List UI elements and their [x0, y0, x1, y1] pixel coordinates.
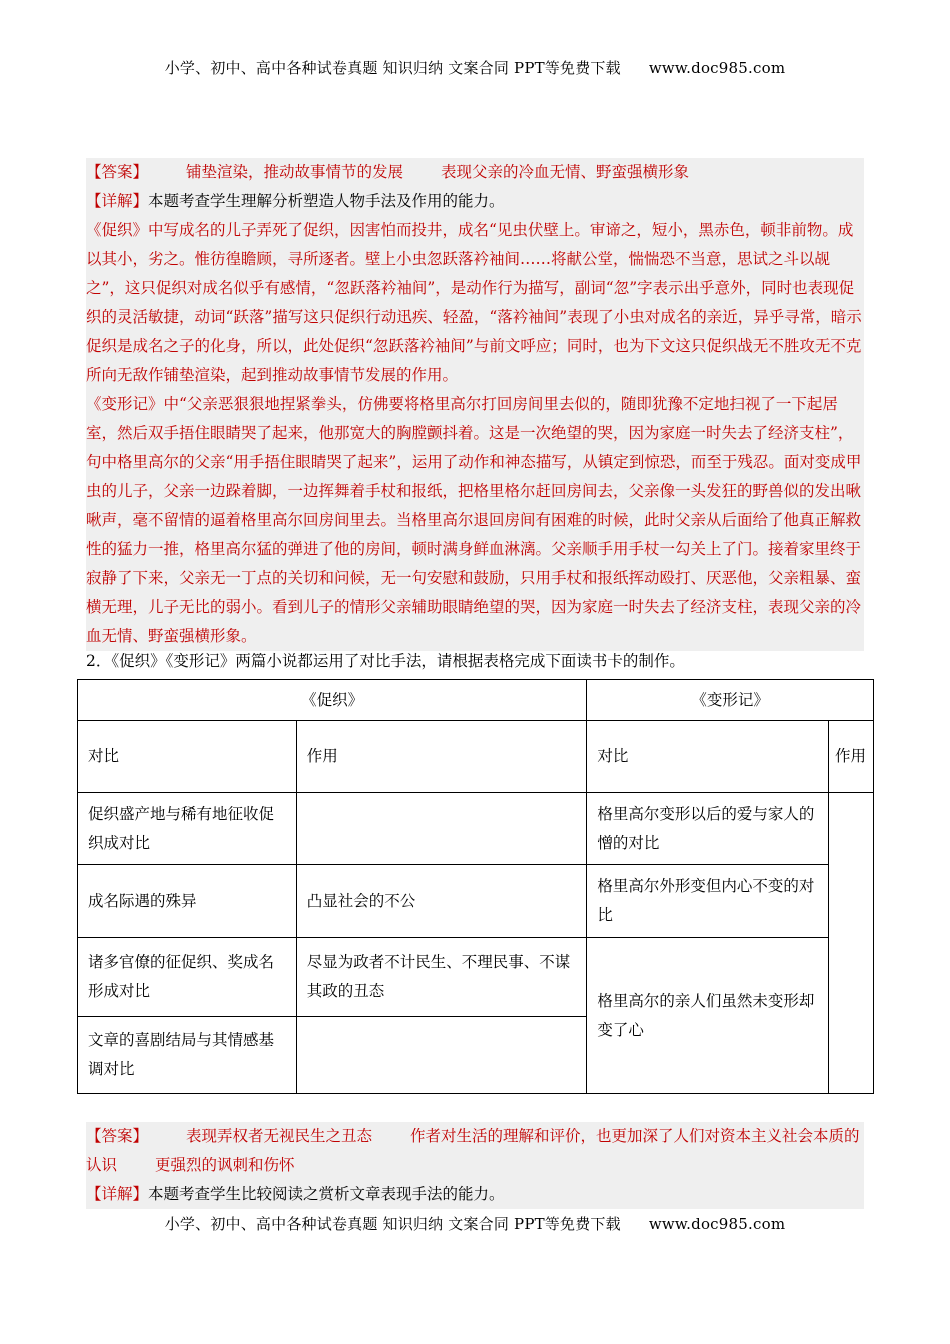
answer-part-2: 表现父亲的冷血无情、野蛮强横形象 — [441, 163, 690, 181]
cuzhi-effect-cell[interactable] — [296, 793, 587, 865]
cuzhi-compare-cell: 促织盛产地与稀有地征收促织成对比 — [78, 793, 297, 865]
header-text: 小学、初中、高中各种试卷真题 知识归纳 文案合同 PPT等免费下载 — [164, 59, 621, 77]
col-header-compare-right: 对比 — [587, 721, 829, 793]
detail-text: 本题考查学生比较阅读之赏析文章表现手法的能力。 — [148, 1185, 505, 1203]
detail-line-1 — [86, 187, 864, 216]
bianxingji-effect-cell[interactable] — [829, 793, 874, 1094]
detail-tag: 【详解】 — [86, 1185, 149, 1203]
answer-block-2 — [86, 1122, 864, 1209]
question-2: 2．《促织》《变形记》两篇小说都运用了对比手法，请根据表格完成下面读书卡的制作。 — [86, 652, 685, 670]
answer-line-2 — [86, 1122, 864, 1180]
answer-part-2: 作者对生活的理解和评价，也更加深了人们对资本主义社会本质的认识 — [86, 1127, 860, 1174]
footer-site-link[interactable]: www.doc985.com — [648, 1215, 786, 1233]
answer-block-1 — [86, 158, 864, 651]
detail-paragraph-bianxingji: 《变形记》中“父亲恶狠狠地捏紧拳头，仿佛要将格里高尔打回房间里去似的，随即犹豫不定地扫视了一下起居室，然后双手捂住眼睛哭了起来，他那宽大的胸膛颤抖着。这是一次绝望的哭，因为家庭一时失去了经济支柱”，句中格里高尔的父亲“用手捂住眼睛哭了起来”，运用了动作和神态描写，从镇定到惊恐，而至于残忍。面对变成甲虫的儿子，父亲一边跺着脚，一边挥舞着手杖和报纸，把格里格尔赶回房间去，父亲像一头发狂的野兽似的发出啾啾声，毫不留情的逼着格里高尔回房间里去。当格里高尔退回房间有困难的时候，此时父亲从后面给了他真正解救性的猛力一推，格里高尔猛的弹进了他的房间，顿时满身鲜血淋漓。父亲顺手用手杖一勾关上了门。接着家里终于寂静了下来，父亲无一丁点的关切和问候，无一句安慰和鼓励，只用手杖和报纸挥动殴打、厌恶他，父亲粗暴、蛮横无理，儿子无比的弱小。看到儿子的情形父亲辅助眼睛绝望的哭，因为家庭一时失去了经济支柱，表现父亲的冷血无情、野蛮强横形象。 — [86, 395, 862, 645]
col-header-effect-right: 作用 — [829, 721, 874, 793]
footer-text: 小学、初中、高中各种试卷真题 知识归纳 文案合同 PPT等免费下载 — [164, 1215, 621, 1233]
answer-tag: 【答案】 — [86, 163, 149, 181]
col-header-effect-left: 作用 — [296, 721, 587, 793]
reading-card-table — [77, 679, 874, 1094]
bianxingji-compare-cell: 格里高尔变形以后的爱与家人的憎的对比 — [587, 793, 829, 865]
cuzhi-compare-cell: 成名际遇的殊异 — [78, 865, 297, 938]
cuzhi-effect-cell: 尽显为政者不计民生、不理民事、不谋其政的丑态 — [296, 938, 587, 1017]
page-footer — [0, 1213, 950, 1234]
table-head-bianxingji: 《变形记》 — [587, 680, 874, 721]
header-site-link[interactable]: www.doc985.com — [648, 59, 786, 77]
cuzhi-compare-cell: 诸多官僚的征促织、奖成名形成对比 — [78, 938, 297, 1017]
answer-part-3: 更强烈的讽刺和伤怀 — [155, 1156, 295, 1174]
detail-intro: 本题考查学生理解分析塑造人物手法及作用的能力。 — [148, 192, 505, 210]
answer-part-1: 表现弄权者无视民生之丑态 — [186, 1127, 373, 1145]
table-head-cuzhi: 《促织》 — [78, 680, 587, 721]
detail-line-2 — [86, 1180, 864, 1209]
detail-tag: 【详解】 — [86, 192, 149, 210]
cuzhi-effect-cell[interactable] — [296, 1017, 587, 1094]
answer-line-1 — [86, 158, 864, 187]
detail-paragraph-cuzhi: 《促织》中写成名的儿子弄死了促织，因害怕而投井，成名“见虫伏壁上。审谛之，短小，黑赤色，顿非前物。成以其小，劣之。惟彷徨瞻顾，寻所逐者。壁上小虫忽跃落衿袖间……将献公堂，惴惴恐不当意，思试之斗以觇之”，这只促织对成名似乎有感情，“忽跃落衿袖间”，是动作行为描写，副词“忽”字表示出乎意外，同时也表现促织的灵活敏捷，动词“跃落”描写这只促织行动迅疾、轻盈，“落衿袖间”表现了小虫对成名的亲近，异乎寻常，暗示促织是成名之子的化身，所以，此处促织“忽跃落衿袖间”与前文呼应；同时，也为下文这只促织战无不胜攻无不克所向无敌作铺垫渲染，起到推动故事情节发展的作用。 — [86, 221, 862, 384]
cuzhi-effect-cell: 凸显社会的不公 — [296, 865, 587, 938]
bianxingji-compare-cell: 格里高尔的亲人们虽然未变形却变了心 — [587, 938, 829, 1094]
page-header — [0, 57, 950, 78]
bianxingji-compare-cell: 格里高尔外形变但内心不变的对比 — [587, 865, 829, 938]
cuzhi-compare-cell: 文章的喜剧结局与其情感基调对比 — [78, 1017, 297, 1094]
col-header-compare-left: 对比 — [78, 721, 297, 793]
answer-part-1: 铺垫渲染，推动故事情节的发展 — [186, 163, 404, 181]
answer-tag: 【答案】 — [86, 1127, 149, 1145]
